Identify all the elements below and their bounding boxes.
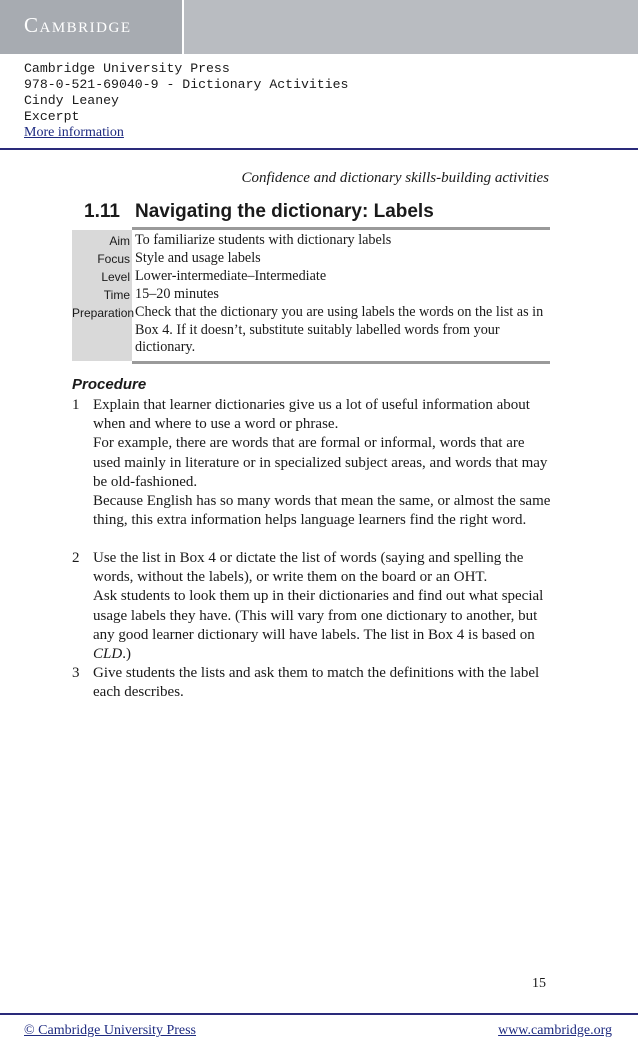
cld-reference: CLD (93, 646, 123, 663)
running-head: Confidence and dictionary skills-building activities (241, 170, 549, 186)
info-value: Check that the dictionary you are using labels the words on the list as in Box 4. If it doesn’t, substitute suitably labelled words from your dictionary. (135, 304, 544, 356)
step-number: 1 (72, 397, 80, 413)
info-label: Preparation (72, 306, 135, 320)
info-box-bottom-rule (132, 361, 550, 364)
step-paragraph: Because English has so many words that mean the same, or almost the same thing, this extra information helps language learners find the right word. (93, 493, 551, 529)
footer-divider (0, 1013, 638, 1015)
cambridge-logo: Cambridge (24, 13, 132, 37)
info-value: 15–20 minutes (135, 286, 219, 302)
brand-box (0, 0, 184, 54)
meta-publisher: Cambridge University Press (24, 61, 230, 76)
book-metadata (24, 61, 348, 141)
step-body (93, 664, 553, 702)
info-label: Aim (109, 234, 130, 248)
step-body (93, 396, 553, 530)
section-number: 1.11 (84, 201, 120, 222)
info-label: Level (101, 270, 130, 284)
meta-author: Cindy Leaney (24, 93, 119, 108)
step-body (93, 549, 553, 664)
step-number: 2 (72, 550, 80, 566)
section-title-text: Navigating the dictionary: Labels (135, 201, 434, 222)
step-paragraph: Explain that learner dictionaries give us a lot of useful information about when and where to use a word or phrase. (93, 397, 530, 433)
step-paragraph (93, 587, 553, 664)
step-text: Ask students to look them up in their dictionaries and find out what special usage labels they have. (This will vary from one dictionary to another, but any good learner dictionary will have labels. The list in Box 4 is based on (93, 588, 544, 643)
step-paragraph: For example, there are words that are formal or informal, words that are used mainly in literature or in specialized subject areas, and words that may be old-fashioned. (93, 435, 548, 490)
info-box-top-rule (132, 227, 550, 230)
info-value: Style and usage labels (135, 250, 261, 266)
page-number: 15 (532, 976, 546, 991)
header-divider (0, 148, 638, 150)
more-information-link[interactable]: More information (24, 125, 124, 140)
step-text: .) (122, 646, 131, 663)
info-label: Focus (97, 252, 130, 266)
copyright-link[interactable]: © Cambridge University Press (24, 1023, 197, 1038)
procedure-heading: Procedure (72, 376, 147, 393)
activity-info-box (72, 227, 550, 366)
info-value: Lower-intermediate–Intermediate (135, 268, 327, 284)
meta-isbn-title: 978-0-521-69040-9 - Dictionary Activities (24, 77, 349, 92)
section-title (84, 201, 434, 223)
info-value: To familiarize students with dictionary labels (135, 232, 392, 248)
step-paragraph: Give students the lists and ask them to match the definitions with the label each describes. (93, 665, 540, 701)
step-number: 3 (72, 665, 80, 681)
meta-excerpt: Excerpt (24, 109, 80, 124)
info-label: Time (103, 288, 130, 302)
website-link[interactable]: www.cambridge.org (498, 1023, 612, 1038)
step-paragraph: Use the list in Box 4 or dictate the list of words (saying and spelling the words, without the labels), or write them on the board or an OHT. (93, 550, 524, 586)
